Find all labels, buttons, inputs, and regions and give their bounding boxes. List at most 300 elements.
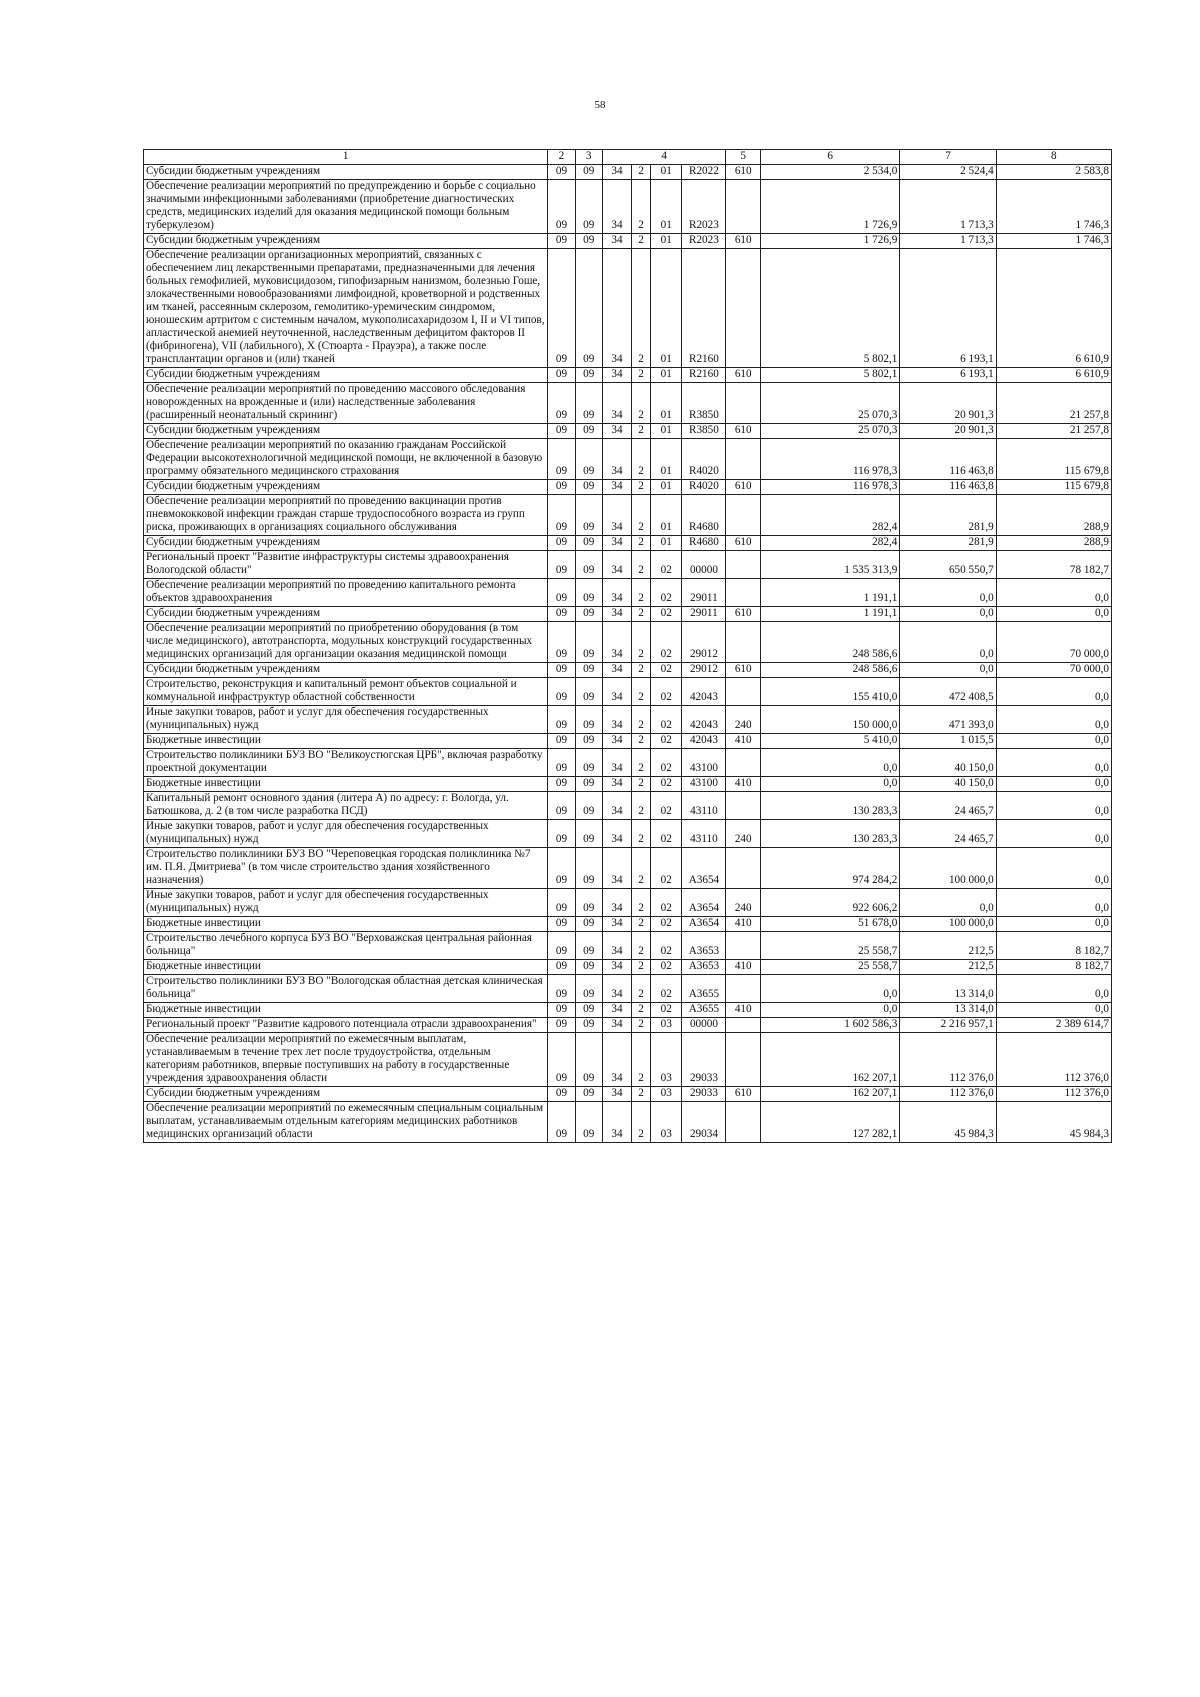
row-name: Обеспечение реализации мероприятий по проведению вакцинации против пневмококковой инфекции граждан старше трудоспособного возраста из групп риска, проживающих в организациях социального обслуживания — [144, 495, 548, 536]
row-amount-year3: 70 000,0 — [996, 663, 1111, 678]
row-code-subsection: 09 — [575, 932, 602, 960]
row-code-section: 09 — [548, 960, 575, 975]
row-amount-year2: 6 193,1 — [900, 368, 996, 383]
row-code-measure: 03 — [651, 1033, 682, 1087]
table-row — [144, 706, 1112, 734]
row-amount-year2: 0,0 — [900, 579, 996, 607]
row-code-measure: 02 — [651, 579, 682, 607]
row-name: Строительство лечебного корпуса БУЗ ВО "Верховажская центральная районная больница" — [144, 932, 548, 960]
row-amount-year3: 0,0 — [996, 749, 1111, 777]
row-amount-year2: 2 524,4 — [900, 165, 996, 180]
row-code-program: 34 — [602, 579, 631, 607]
row-code-program: 34 — [602, 975, 631, 1003]
row-amount-year1: 25 558,7 — [761, 960, 900, 975]
row-code-subprogram: 2 — [632, 383, 651, 424]
row-code-expense-type — [726, 848, 761, 889]
table-row — [144, 165, 1112, 180]
row-amount-year3: 115 679,8 — [996, 439, 1111, 480]
row-code-subprogram: 2 — [632, 1033, 651, 1087]
row-code-program: 34 — [602, 917, 631, 932]
row-code-expense-type — [726, 249, 761, 368]
row-amount-year3: 288,9 — [996, 495, 1111, 536]
row-code-section: 09 — [548, 706, 575, 734]
row-amount-year2: 20 901,3 — [900, 383, 996, 424]
table-row — [144, 1003, 1112, 1018]
row-code-subsection: 09 — [575, 792, 602, 820]
row-code-direction: 00000 — [682, 551, 726, 579]
row-code-subsection: 09 — [575, 777, 602, 792]
row-code-expense-type — [726, 975, 761, 1003]
row-code-subprogram: 2 — [632, 1102, 651, 1143]
row-amount-year3: 0,0 — [996, 792, 1111, 820]
row-code-subprogram: 2 — [632, 917, 651, 932]
row-code-program: 34 — [602, 678, 631, 706]
row-amount-year2: 13 314,0 — [900, 975, 996, 1003]
row-code-measure: 02 — [651, 932, 682, 960]
row-amount-year1: 282,4 — [761, 495, 900, 536]
row-amount-year1: 5 802,1 — [761, 249, 900, 368]
row-amount-year2: 116 463,8 — [900, 439, 996, 480]
row-amount-year3: 0,0 — [996, 706, 1111, 734]
table-row — [144, 975, 1112, 1003]
row-code-measure: 02 — [651, 975, 682, 1003]
row-code-subprogram: 2 — [632, 368, 651, 383]
row-amount-year2: 0,0 — [900, 889, 996, 917]
row-code-measure: 01 — [651, 439, 682, 480]
row-code-subprogram: 2 — [632, 663, 651, 678]
row-amount-year3: 0,0 — [996, 734, 1111, 749]
row-name: Субсидии бюджетным учреждениям — [144, 234, 548, 249]
row-code-direction: R2160 — [682, 249, 726, 368]
row-name: Обеспечение реализации мероприятий по приобретению оборудования (в том числе медицинского), автотранспорта, модульных конструкций государственных медицинских организаций для организации оказания медицинской помощи — [144, 622, 548, 663]
row-code-subsection: 09 — [575, 820, 602, 848]
row-amount-year3: 21 257,8 — [996, 424, 1111, 439]
row-code-measure: 01 — [651, 383, 682, 424]
row-code-expense-type: 610 — [726, 234, 761, 249]
row-amount-year2: 100 000,0 — [900, 848, 996, 889]
row-code-subprogram: 2 — [632, 792, 651, 820]
row-amount-year1: 248 586,6 — [761, 622, 900, 663]
row-code-direction: 43110 — [682, 820, 726, 848]
row-amount-year1: 1 191,1 — [761, 607, 900, 622]
row-amount-year2: 20 901,3 — [900, 424, 996, 439]
row-code-program: 34 — [602, 480, 631, 495]
row-code-section: 09 — [548, 424, 575, 439]
row-amount-year2: 6 193,1 — [900, 249, 996, 368]
row-amount-year2: 24 465,7 — [900, 820, 996, 848]
row-code-expense-type — [726, 579, 761, 607]
row-code-section: 09 — [548, 777, 575, 792]
row-code-subprogram: 2 — [632, 622, 651, 663]
row-code-expense-type: 610 — [726, 663, 761, 678]
row-amount-year2: 0,0 — [900, 622, 996, 663]
row-code-expense-type: 240 — [726, 820, 761, 848]
row-code-section: 09 — [548, 551, 575, 579]
row-code-measure: 01 — [651, 249, 682, 368]
row-code-section: 09 — [548, 678, 575, 706]
row-amount-year1: 2 534,0 — [761, 165, 900, 180]
row-amount-year2: 472 408,5 — [900, 678, 996, 706]
table-row — [144, 749, 1112, 777]
row-code-program: 34 — [602, 1102, 631, 1143]
table-row — [144, 960, 1112, 975]
row-name: Субсидии бюджетным учреждениям — [144, 368, 548, 383]
row-code-section: 09 — [548, 536, 575, 551]
row-code-subsection: 09 — [575, 734, 602, 749]
row-code-expense-type: 410 — [726, 960, 761, 975]
row-amount-year3: 0,0 — [996, 1003, 1111, 1018]
row-code-direction: А3654 — [682, 889, 726, 917]
row-code-direction: 42043 — [682, 678, 726, 706]
row-code-program: 34 — [602, 383, 631, 424]
row-amount-year1: 162 207,1 — [761, 1087, 900, 1102]
row-code-expense-type — [726, 678, 761, 706]
row-amount-year3: 0,0 — [996, 848, 1111, 889]
row-code-subsection: 09 — [575, 889, 602, 917]
row-code-program: 34 — [602, 536, 631, 551]
row-code-subprogram: 2 — [632, 480, 651, 495]
row-code-measure: 01 — [651, 234, 682, 249]
table-row — [144, 579, 1112, 607]
row-code-section: 09 — [548, 249, 575, 368]
row-code-program: 34 — [602, 777, 631, 792]
row-name: Бюджетные инвестиции — [144, 734, 548, 749]
row-code-measure: 02 — [651, 706, 682, 734]
row-code-program: 34 — [602, 424, 631, 439]
row-amount-year3: 2 389 614,7 — [996, 1018, 1111, 1033]
row-code-subsection: 09 — [575, 1102, 602, 1143]
budget-table — [143, 149, 1112, 1143]
row-code-measure: 02 — [651, 678, 682, 706]
row-code-measure: 01 — [651, 536, 682, 551]
row-amount-year1: 0,0 — [761, 749, 900, 777]
row-name: Региональный проект "Развитие кадрового потенциала отрасли здравоохранения" — [144, 1018, 548, 1033]
row-code-program: 34 — [602, 820, 631, 848]
row-amount-year2: 1 713,3 — [900, 234, 996, 249]
row-code-measure: 01 — [651, 165, 682, 180]
row-amount-year1: 1 602 586,3 — [761, 1018, 900, 1033]
row-amount-year2: 471 393,0 — [900, 706, 996, 734]
row-amount-year3: 2 583,8 — [996, 165, 1111, 180]
table-row — [144, 622, 1112, 663]
row-code-subprogram: 2 — [632, 749, 651, 777]
row-name: Обеспечение реализации организационных мероприятий, связанных с обеспечением лиц лекарственными препаратами, предназначенными для лечения больных гемофилией, муковисцидозом, гипофизарным нанизмом, болезнью Гоше, злокачественными новообразованиями лимфоидной, кроветворной и родственных им тканей, рассеянным склерозом, гемолитико-уремическим синдромом, юношеским артритом с системным началом, мукополисахаридозом I, II и VI типов, апластической анемией неуточненной, наследственным дефицитом факторов II (фибриногена), VII (лабильного), X (Стюарта - Прауэра), а также после трансплантации органов и (или) тканей — [144, 249, 548, 368]
row-code-direction: R2023 — [682, 180, 726, 234]
row-code-direction: 29012 — [682, 663, 726, 678]
row-code-program: 34 — [602, 932, 631, 960]
row-code-direction: R2023 — [682, 234, 726, 249]
row-code-expense-type — [726, 383, 761, 424]
row-code-subsection: 09 — [575, 551, 602, 579]
row-code-direction: 43100 — [682, 749, 726, 777]
row-code-program: 34 — [602, 749, 631, 777]
page-number: 58 — [594, 99, 606, 111]
row-name: Иные закупки товаров, работ и услуг для обеспечения государственных (муниципальных) нужд — [144, 706, 548, 734]
table-row — [144, 180, 1112, 234]
row-code-program: 34 — [602, 734, 631, 749]
row-code-expense-type: 610 — [726, 536, 761, 551]
row-code-expense-type — [726, 180, 761, 234]
row-amount-year3: 6 610,9 — [996, 368, 1111, 383]
row-code-measure: 01 — [651, 368, 682, 383]
row-name: Обеспечение реализации мероприятий по ежемесячным выплатам, устанавливаемым в течение трех лет после трудоустройства, отдельным категориям работников, впервые поступивших на работу в государственные учреждения здравоохранения области — [144, 1033, 548, 1087]
row-code-expense-type: 240 — [726, 889, 761, 917]
row-amount-year3: 21 257,8 — [996, 383, 1111, 424]
row-code-program: 34 — [602, 706, 631, 734]
row-code-subsection: 09 — [575, 1087, 602, 1102]
row-code-subsection: 09 — [575, 249, 602, 368]
row-code-section: 09 — [548, 1102, 575, 1143]
row-name: Строительство поликлиники БУЗ ВО "Вологодская областная детская клиническая больница" — [144, 975, 548, 1003]
row-code-subsection: 09 — [575, 383, 602, 424]
table-row — [144, 249, 1112, 368]
row-name: Иные закупки товаров, работ и услуг для обеспечения государственных (муниципальных) нужд — [144, 820, 548, 848]
row-amount-year1: 25 070,3 — [761, 383, 900, 424]
row-code-subprogram: 2 — [632, 424, 651, 439]
row-code-direction: А3654 — [682, 917, 726, 932]
row-code-subprogram: 2 — [632, 607, 651, 622]
row-code-direction: R4680 — [682, 495, 726, 536]
row-amount-year2: 212,5 — [900, 932, 996, 960]
row-code-section: 09 — [548, 383, 575, 424]
row-amount-year2: 112 376,0 — [900, 1087, 996, 1102]
row-code-measure: 03 — [651, 1102, 682, 1143]
row-amount-year3: 112 376,0 — [996, 1033, 1111, 1087]
row-amount-year2: 40 150,0 — [900, 749, 996, 777]
row-code-measure: 02 — [651, 1003, 682, 1018]
row-code-subprogram: 2 — [632, 975, 651, 1003]
row-name: Обеспечение реализации мероприятий по оказанию гражданам Российской Федерации высокотехнологичной медицинской помощи, не включенной в базовую программу обязательного медицинского страхования — [144, 439, 548, 480]
header-col-7: 7 — [900, 150, 996, 165]
row-amount-year2: 13 314,0 — [900, 1003, 996, 1018]
row-code-program: 34 — [602, 848, 631, 889]
table-row — [144, 848, 1112, 889]
row-amount-year3: 1 746,3 — [996, 234, 1111, 249]
row-amount-year3: 0,0 — [996, 607, 1111, 622]
row-amount-year1: 127 282,1 — [761, 1102, 900, 1143]
row-amount-year2: 45 984,3 — [900, 1102, 996, 1143]
row-name: Капитальный ремонт основного здания (литера А) по адресу: г. Вологда, ул. Батюшкова, д. 2 (в том числе разработка ПСД) — [144, 792, 548, 820]
row-amount-year3: 0,0 — [996, 975, 1111, 1003]
row-code-measure: 02 — [651, 889, 682, 917]
row-amount-year1: 1 535 313,9 — [761, 551, 900, 579]
table-row — [144, 480, 1112, 495]
table-row — [144, 792, 1112, 820]
row-code-direction: R3850 — [682, 424, 726, 439]
row-code-subsection: 09 — [575, 579, 602, 607]
row-code-measure: 02 — [651, 663, 682, 678]
header-col-6: 6 — [761, 150, 900, 165]
row-code-subprogram: 2 — [632, 165, 651, 180]
row-code-subsection: 09 — [575, 1033, 602, 1087]
row-amount-year1: 248 586,6 — [761, 663, 900, 678]
row-code-subprogram: 2 — [632, 1018, 651, 1033]
row-amount-year1: 5 410,0 — [761, 734, 900, 749]
row-code-subprogram: 2 — [632, 495, 651, 536]
row-amount-year3: 0,0 — [996, 579, 1111, 607]
row-amount-year1: 51 678,0 — [761, 917, 900, 932]
table-row — [144, 1102, 1112, 1143]
row-code-subsection: 09 — [575, 495, 602, 536]
row-amount-year1: 25 070,3 — [761, 424, 900, 439]
row-code-program: 34 — [602, 1018, 631, 1033]
row-code-subsection: 09 — [575, 180, 602, 234]
row-name: Строительство, реконструкция и капитальный ремонт объектов социальной и коммунальной инфраструктур областной собственности — [144, 678, 548, 706]
row-code-expense-type — [726, 1033, 761, 1087]
row-code-section: 09 — [548, 848, 575, 889]
row-name: Субсидии бюджетным учреждениям — [144, 165, 548, 180]
row-code-section: 09 — [548, 734, 575, 749]
row-code-measure: 01 — [651, 495, 682, 536]
row-amount-year3: 288,9 — [996, 536, 1111, 551]
row-code-direction: R2160 — [682, 368, 726, 383]
table-row — [144, 678, 1112, 706]
row-code-subsection: 09 — [575, 1018, 602, 1033]
row-code-direction: 43100 — [682, 777, 726, 792]
row-code-measure: 01 — [651, 480, 682, 495]
row-code-section: 09 — [548, 932, 575, 960]
row-amount-year1: 25 558,7 — [761, 932, 900, 960]
row-code-section: 09 — [548, 792, 575, 820]
row-code-measure: 02 — [651, 848, 682, 889]
row-name: Субсидии бюджетным учреждениям — [144, 536, 548, 551]
row-code-expense-type — [726, 932, 761, 960]
row-amount-year3: 0,0 — [996, 917, 1111, 932]
row-name: Субсидии бюджетным учреждениям — [144, 607, 548, 622]
header-col-5: 5 — [726, 150, 761, 165]
row-code-direction: R4020 — [682, 480, 726, 495]
table-row — [144, 607, 1112, 622]
row-code-subprogram: 2 — [632, 678, 651, 706]
row-code-expense-type: 240 — [726, 706, 761, 734]
row-amount-year1: 0,0 — [761, 975, 900, 1003]
row-code-program: 34 — [602, 960, 631, 975]
table-row — [144, 932, 1112, 960]
row-amount-year1: 155 410,0 — [761, 678, 900, 706]
row-code-subprogram: 2 — [632, 1003, 651, 1018]
row-code-expense-type: 610 — [726, 368, 761, 383]
row-amount-year2: 2 216 957,1 — [900, 1018, 996, 1033]
row-name: Бюджетные инвестиции — [144, 1003, 548, 1018]
row-code-expense-type: 410 — [726, 1003, 761, 1018]
table-row — [144, 495, 1112, 536]
row-code-subsection: 09 — [575, 622, 602, 663]
row-amount-year3: 0,0 — [996, 678, 1111, 706]
header-col-8: 8 — [996, 150, 1111, 165]
row-code-measure: 03 — [651, 1018, 682, 1033]
table-row — [144, 536, 1112, 551]
row-name: Субсидии бюджетным учреждениям — [144, 424, 548, 439]
row-name: Субсидии бюджетным учреждениям — [144, 1087, 548, 1102]
table-row — [144, 551, 1112, 579]
row-code-expense-type — [726, 792, 761, 820]
row-code-subprogram: 2 — [632, 536, 651, 551]
row-code-expense-type — [726, 622, 761, 663]
row-code-section: 09 — [548, 889, 575, 917]
row-amount-year2: 281,9 — [900, 536, 996, 551]
row-code-section: 09 — [548, 820, 575, 848]
row-name: Обеспечение реализации мероприятий по ежемесячным специальным социальным выплатам, устанавливаемым отдельным категориям медицинских работников медицинских организаций области — [144, 1102, 548, 1143]
row-code-program: 34 — [602, 249, 631, 368]
row-code-section: 09 — [548, 180, 575, 234]
row-amount-year2: 650 550,7 — [900, 551, 996, 579]
row-amount-year1: 116 978,3 — [761, 439, 900, 480]
row-code-expense-type — [726, 1018, 761, 1033]
row-code-subsection: 09 — [575, 165, 602, 180]
row-name: Субсидии бюджетным учреждениям — [144, 480, 548, 495]
row-code-subsection: 09 — [575, 663, 602, 678]
row-code-direction: 29011 — [682, 607, 726, 622]
row-code-section: 09 — [548, 1003, 575, 1018]
row-code-program: 34 — [602, 663, 631, 678]
row-amount-year3: 0,0 — [996, 889, 1111, 917]
row-name: Строительство поликлиники БУЗ ВО "Великоустюгская ЦРБ", включая разработку проектной документации — [144, 749, 548, 777]
row-code-section: 09 — [548, 480, 575, 495]
row-code-subprogram: 2 — [632, 706, 651, 734]
table-row — [144, 889, 1112, 917]
table-row — [144, 234, 1112, 249]
row-code-subsection: 09 — [575, 975, 602, 1003]
row-code-direction: 29033 — [682, 1033, 726, 1087]
row-code-direction: 29034 — [682, 1102, 726, 1143]
row-code-direction: А3653 — [682, 932, 726, 960]
row-code-expense-type: 610 — [726, 607, 761, 622]
row-amount-year3: 1 746,3 — [996, 180, 1111, 234]
row-amount-year3: 112 376,0 — [996, 1087, 1111, 1102]
row-code-direction: А3654 — [682, 848, 726, 889]
row-code-expense-type: 410 — [726, 734, 761, 749]
row-amount-year1: 162 207,1 — [761, 1033, 900, 1087]
row-amount-year3: 70 000,0 — [996, 622, 1111, 663]
row-code-measure: 02 — [651, 551, 682, 579]
row-code-subprogram: 2 — [632, 234, 651, 249]
row-amount-year3: 6 610,9 — [996, 249, 1111, 368]
row-amount-year1: 5 802,1 — [761, 368, 900, 383]
row-code-expense-type — [726, 495, 761, 536]
table-row — [144, 777, 1112, 792]
row-code-direction: 29011 — [682, 579, 726, 607]
row-code-subsection: 09 — [575, 424, 602, 439]
row-code-measure: 03 — [651, 1087, 682, 1102]
row-code-direction: 29033 — [682, 1087, 726, 1102]
row-code-program: 34 — [602, 1003, 631, 1018]
table-row — [144, 820, 1112, 848]
row-code-section: 09 — [548, 368, 575, 383]
row-code-measure: 02 — [651, 917, 682, 932]
row-name: Обеспечение реализации мероприятий по предупреждению и борьбе с социально значимыми инфекционными заболеваниями (приобретение диагностических средств, медицинских изделий для оказания медицинской помощи больным туберкулезом) — [144, 180, 548, 234]
row-code-section: 09 — [548, 579, 575, 607]
row-code-measure: 02 — [651, 960, 682, 975]
row-name: Субсидии бюджетным учреждениям — [144, 663, 548, 678]
row-amount-year1: 130 283,3 — [761, 820, 900, 848]
row-code-section: 09 — [548, 439, 575, 480]
row-code-measure: 02 — [651, 749, 682, 777]
row-amount-year1: 0,0 — [761, 1003, 900, 1018]
row-code-section: 09 — [548, 917, 575, 932]
row-code-subsection: 09 — [575, 234, 602, 249]
row-amount-year2: 112 376,0 — [900, 1033, 996, 1087]
row-amount-year3: 0,0 — [996, 820, 1111, 848]
row-code-subprogram: 2 — [632, 551, 651, 579]
row-code-expense-type — [726, 551, 761, 579]
row-code-expense-type: 610 — [726, 165, 761, 180]
row-amount-year2: 0,0 — [900, 607, 996, 622]
row-code-expense-type — [726, 1102, 761, 1143]
row-code-measure: 02 — [651, 792, 682, 820]
row-code-measure: 02 — [651, 607, 682, 622]
row-code-subsection: 09 — [575, 749, 602, 777]
row-code-section: 09 — [548, 1087, 575, 1102]
